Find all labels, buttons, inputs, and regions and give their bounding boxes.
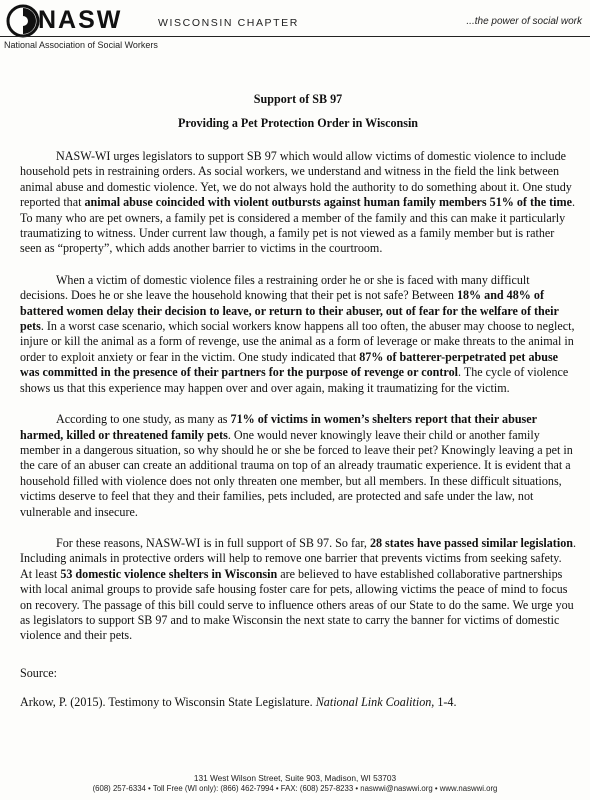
body-paragraph [20, 536, 576, 644]
source-label: Source: [20, 665, 57, 680]
paragraphs [20, 149, 576, 644]
bold-statistic: 18% and 48% of battered women delay their decision to leave, or return to their abuser, out of fear for the welfare of their pets [20, 288, 559, 334]
title-block [20, 92, 576, 131]
footer-address: 131 West Wilson Street, Suite 903, Madison, WI 53703 [193, 773, 397, 783]
logo-text: NASW [38, 6, 123, 34]
paragraph-text: are believed to have established collaborative partnerships with local animal groups to provide safe housing foster care for pets, allowing victims the peace of mind to focus on recovery. The passage of this bill could serve to influence others areas of our State to do the same. We urge you as legislators to support SB 97 and to make Wisconsin the next state to carry the banner for victims of domestic violence and their pets. [20, 566, 574, 643]
header-divider [0, 36, 590, 37]
reference-pages: 1-4. [434, 695, 457, 710]
document-subtitle: Providing a Pet Protection Order in Wisconsin [177, 116, 419, 130]
organization-name: National Association of Social Workers [4, 40, 158, 50]
letterhead [0, 0, 590, 60]
paragraph-text: NASW-WI urges legislators to support SB 97 which would allow victims of domestic violence to include household pets in restraining orders. As social workers, we understand and witness in the field the link between animal abuse and domestic violence. Yet, we do not always hold the authority to do something about it. One study reported that [20, 149, 572, 210]
body-paragraph [20, 273, 576, 396]
paragraph-text: . The cycle of violence shows us that this experience may happen over and over again, making it traumatizing for the victim. [20, 365, 569, 395]
document-title: Support of SB 97 [253, 92, 343, 106]
document-body [20, 92, 576, 711]
paragraph-text: . Including animals in protective orders will help to remove one barrier that prevents victims from seeking safety. At least [20, 535, 576, 581]
chapter-name: WISCONSIN CHAPTER [158, 17, 299, 29]
footer-contact: (608) 257-6334 • Toll Free (WI only): (866) 462-7994 • FAX: (608) 257-8233 • naswwi@naswwi.org • www.naswwi.org [92, 784, 498, 793]
bold-statistic: 71% of victims in women’s shelters report that their abuser harmed, killed or threatened family pets [20, 412, 537, 442]
paragraph-text: . One would never knowingly leave their child or another family member in a dangerous situation, so why should he or she be forced to leave their pet? Knowingly leaving a pet in the care of an abuser can create an additional trauma on top of an already traumatic experience. It is evident that a household filled with violence does not only threaten one member, but all members. In these difficult situations, victims deserve to feel that they and their families, pets included, are protected and safe under the law, not vulnerable and insecure. [20, 427, 573, 519]
footer [0, 773, 590, 794]
body-paragraph [20, 149, 576, 257]
paragraph-text: . To many who are pet owners, a family pet is considered a member of the family and this can make it particularly traumatizing to witness. Under current law though, a family pet is not viewed as a family member but is rather seen as “property”, which adds another barrier to victims in the courtroom. [20, 195, 575, 256]
paragraph-text: According to one study, as many as [56, 412, 231, 427]
bold-statistic: 87% of batterer-perpetrated pet abuse was committed in the presence of their partners for the purpose of revenge or control [20, 349, 559, 380]
reference-text: Arkow, P. (2015). Testimony to Wisconsin State Legislature. [20, 695, 316, 710]
tagline: ...the power of social work [466, 16, 582, 27]
paragraph-text: For these reasons, NASW-WI is in full support of SB 97. So far, [56, 535, 370, 550]
bold-statistic: animal abuse coincided with violent outbursts against human family members 51% of the time [84, 195, 572, 210]
bold-statistic: 28 states have passed similar legislation [369, 535, 573, 550]
paragraph-text: . In a worst case scenario, which social workers know happens all too often, the abuser may choose to neglect, injure or kill the animal as a form of revenge, use the animal as a form of leverage or make threats to the animal in order to exploit anxiety or fear in the victim. One study indicated that [20, 319, 575, 364]
body-paragraph [20, 412, 576, 520]
reference-citation [20, 695, 576, 710]
reference-journal: National Link Coalition, [315, 695, 435, 710]
paragraph-text: When a victim of domestic violence files a restraining order he or she is faced with many difficult decisions. Does he or she leave the household knowing that their pet is not safe? Between [20, 272, 530, 303]
nasw-logo-icon [6, 4, 40, 38]
bold-statistic: 53 domestic violence shelters in Wisconsin [60, 566, 278, 581]
